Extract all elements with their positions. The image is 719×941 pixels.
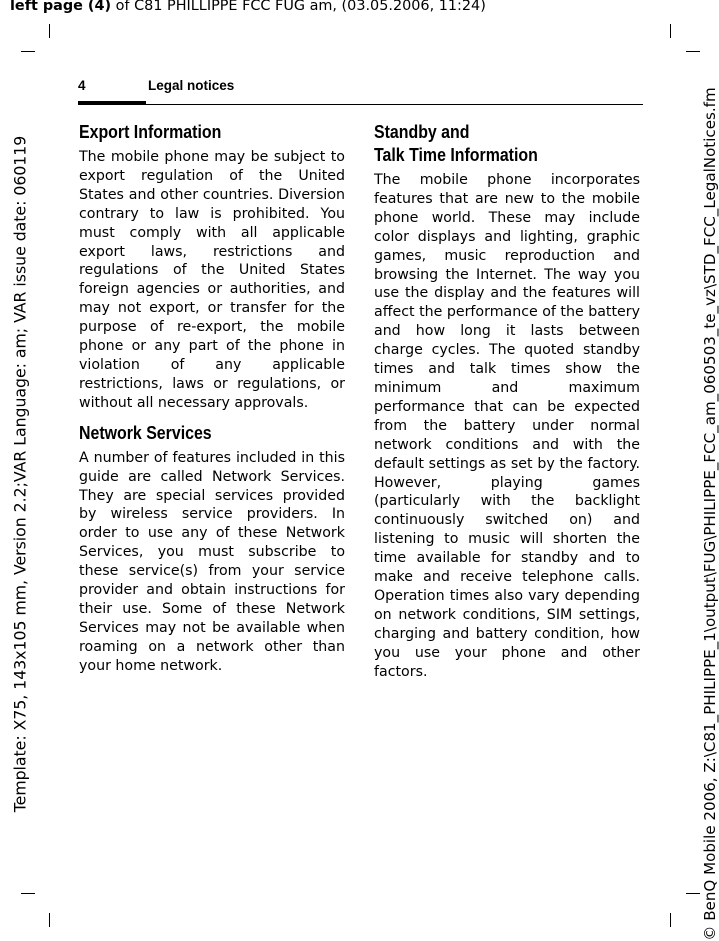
crop-mark: [686, 893, 700, 894]
header-rule: [78, 104, 643, 105]
network-services-body: A number of features included in this guide are called Network Services. They are special services provided by wireless service providers. In order to use any of these Network Services, you must subscribe to these service(s) from your service provider and obtain instructions for their use. Some of these Network Services may not be available when roaming on a network other than your home network.: [79, 449, 345, 674]
network-services-heading: Network Services: [79, 421, 212, 443]
copyright-path-sidebar: © BenQ Mobile 2006, Z:\C81_PHILIPPE_1\output\FUG\PHILIPPE_FCC_am_060503_te_vz\STD_FCC_LegalNotices.fm: [701, 87, 719, 941]
header-page-label: left page (4): [10, 0, 112, 14]
template-info-sidebar: Template: X75, 143x105 mm, Version 2.2;VAR Language: am; VAR issue date: 060119: [10, 135, 30, 813]
page-number: 4: [78, 78, 86, 93]
heading-line-2: Talk Time Information: [374, 144, 538, 165]
header-file-info: of C81 PHILLIPPE FCC FUG am, (03.05.2006, 11:24): [111, 0, 486, 14]
standby-talk-time-heading: [374, 120, 632, 166]
heading-line-1: Standby and: [374, 121, 470, 142]
crop-mark: [49, 913, 50, 927]
export-information-heading: Export Information: [79, 121, 222, 142]
crop-mark: [49, 24, 50, 38]
left-column: [79, 120, 345, 676]
export-information-body: The mobile phone may be subject to export regulation of the United States and other countries. Diversion contrary to law is prohibited. You must comply with all applicable export laws, restrictions and regulations of the United States foreign agencies or authorities, and may not export, or transfer for the purpose of re-export, the mobile phone or any part of the phone in violation of any applicable restrictions, laws or regulations, or without all necessary approvals.: [79, 149, 345, 411]
crop-mark: [21, 893, 35, 894]
crop-mark: [670, 24, 671, 38]
crop-mark: [670, 913, 671, 927]
standby-talk-time-body: The mobile phone incorporates features that are new to the mobile phone world. These may include color displays and lighting, graphic games, music reproduction and browsing the Internet. The way you use the display and the features will affect the performance of the battery and how long it lasts between charge cycles. The quoted standby times and talk times show the minimum and maximum performance that can be expected from the battery under normal network conditions and with the default settings as set by the factory. However, playing games (particularly with the backlight continuously switched on) and listening to music will shorten the time available for standby and to make and receive telephone calls. Operation times also vary depending on network conditions, SIM settings, charging and battery condition, how you use your phone and other factors.: [374, 172, 640, 680]
running-head: Legal notices: [148, 78, 235, 93]
crop-mark: [21, 51, 35, 52]
document-header: [10, 0, 486, 14]
right-column: [374, 120, 640, 681]
crop-mark: [686, 51, 700, 52]
